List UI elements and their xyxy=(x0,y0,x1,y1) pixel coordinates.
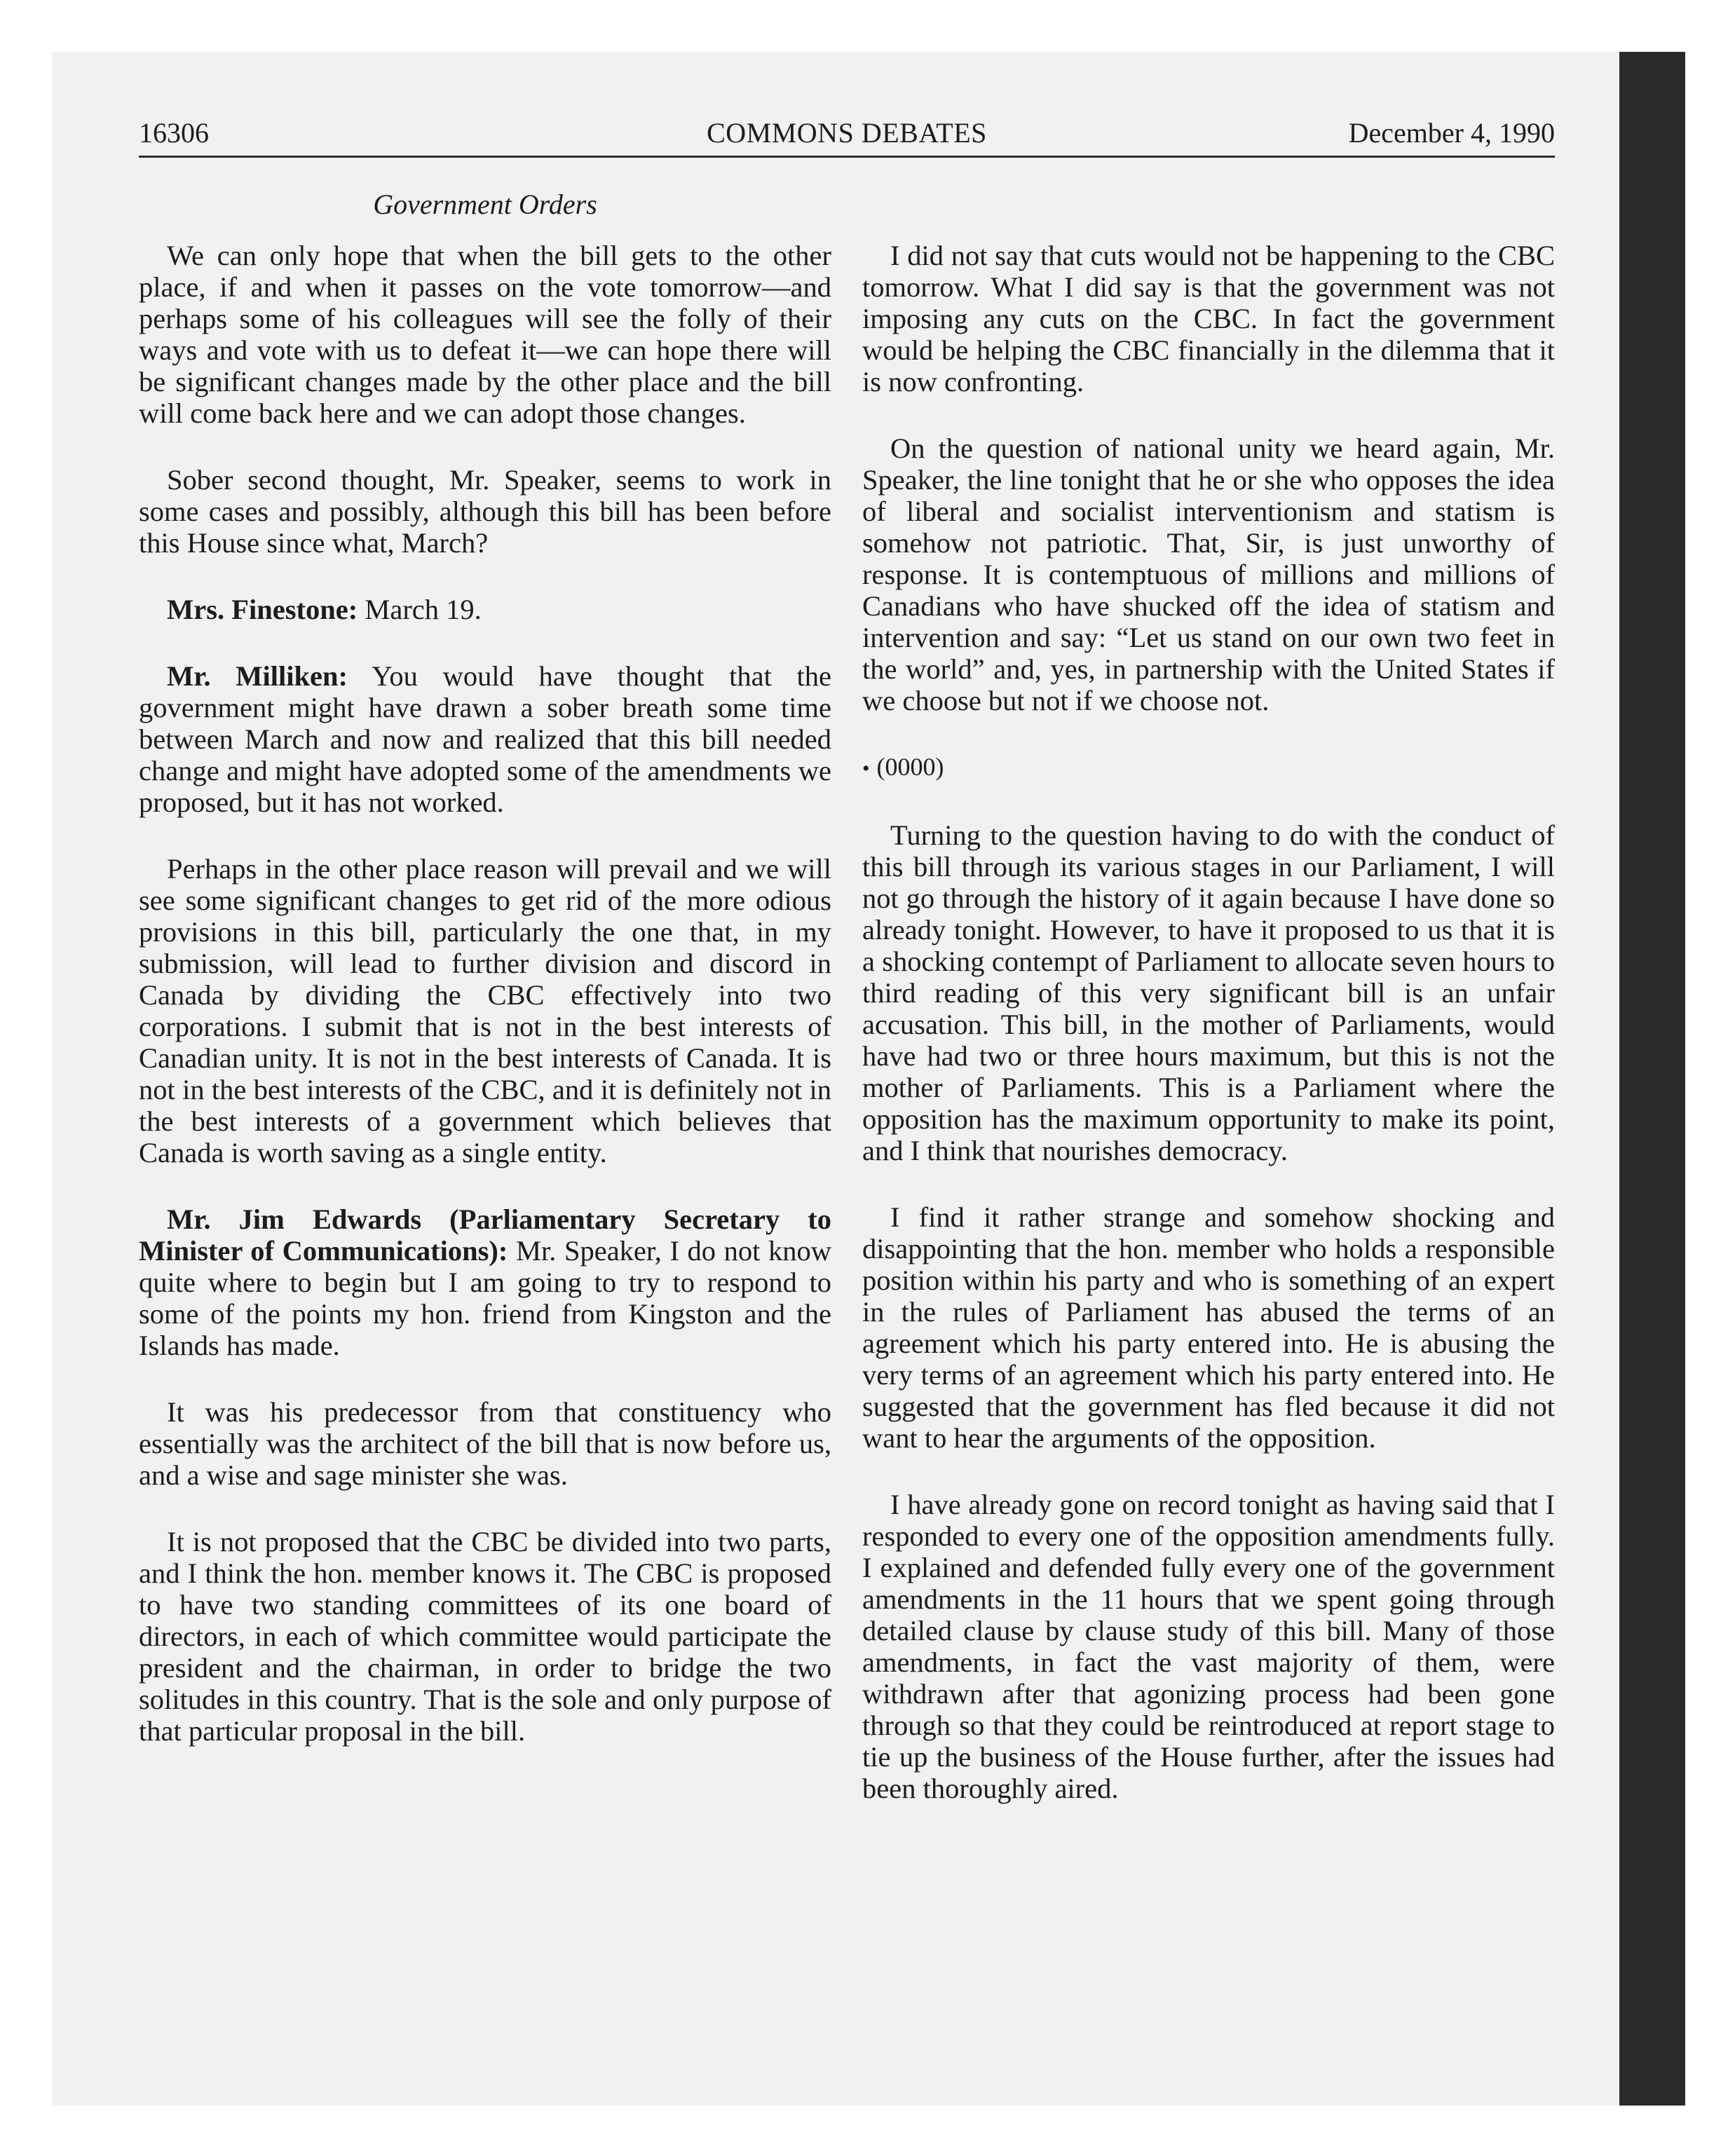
speaker-name: Mrs. Finestone: xyxy=(167,594,358,625)
hansard-page xyxy=(139,112,1555,2061)
page-number: 16306 xyxy=(139,117,209,149)
page-date: December 4, 1990 xyxy=(1348,117,1555,149)
paragraph: We can only hope that when the bill gets to the other place, if and when it passes on the vote tomorrow—and perhaps some of his colleagues will see the folly of their ways and vote with us to defeat it—we can hope there will be significant changes made by the other place and the bill will come back here and we can adopt those changes. xyxy=(139,240,831,429)
time-marker xyxy=(862,751,1555,784)
speech-text: Mr. Speaker, I do not know quite where to begin but I am going to try to respond to some of the points my hon. friend from Kingston and the Islands has made. xyxy=(139,1235,831,1361)
scan-edge-shadow xyxy=(1619,52,1685,2106)
paragraph: On the question of national unity we heard again, Mr. Speaker, the line tonight that he or she who opposes the idea of liberal and socialist interventionism and statism is somehow not patriotic. That, Sir, is just unworthy of response. It is contemptuous of millions and millions of Canadians who have shucked off the idea of statism and intervention and say: “Let us stand on our own two feet in the world” and, yes, in partnership with the United States if we choose but not if we choose not. xyxy=(862,432,1555,716)
right-column xyxy=(862,240,1555,1839)
left-column xyxy=(139,240,831,1782)
paragraph: It was his predecessor from that constituency who essentially was the architect of the bill that is now before us, and a wise and sage minister she was. xyxy=(139,1396,831,1491)
speech-text: You would have thought that the government might have drawn a sober breath some time between March and now and realized that this bill needed change and might have adopted some of the amendments we proposed, but it has not worked. xyxy=(139,660,832,818)
section-title: Government Orders xyxy=(373,189,597,220)
paragraph: I find it rather strange and somehow shocking and disappointing that the hon. member who holds a responsible position within his party and who is something of an expert in the rules of Parliament has abused the terms of an agreement which his party entered into. He is abusing the very terms of an agreement which his party entered into. He suggested that the government has fled because it did not want to hear the arguments of the opposition. xyxy=(862,1201,1555,1454)
paragraph: I have already gone on record tonight as having said that I responded to every one of the opposition amendments fully. I explained and defended fully every one of the government amendments in the 11 hours that we spent going through detailed clause by clause study of this bill. Many of those amendments, in fact the vast majority of them, were withdrawn after that agonizing process had been gone through so that they could be reintroduced at report stage to tie up the business of the House further, after the issues had been thoroughly aired. xyxy=(862,1489,1555,1804)
speech-paragraph xyxy=(139,1203,831,1361)
time-marker-text: (0000) xyxy=(876,753,944,781)
running-head xyxy=(139,112,1555,158)
paragraph: Sober second thought, Mr. Speaker, seems to work in some cases and possibly, although this bill has been before this House since what, March? xyxy=(139,464,831,559)
speech-text: March 19. xyxy=(358,594,482,625)
speaker-name: Mr. Jim Edwards (Parliamentary Secretary to Minister of Communications): xyxy=(139,1203,831,1267)
paragraph: I did not say that cuts would not be happening to the CBC tomorrow. What I did say is that the government was not imposing any cuts on the CBC. In fact the government would be helping the CBC financially in the dilemma that it is now confronting. xyxy=(862,240,1555,397)
speech-paragraph xyxy=(139,660,831,818)
paragraph: Perhaps in the other place reason will prevail and we will see some significant changes to get rid of the more odious provisions in this bill, particularly the one that, in my submission, will lead to further division and discord in Canada by dividing the CBC effectively into two corporations. I submit that is not in the best interests of Canadian unity. It is not in the best interests of Canada. It is not in the best interests of the CBC, and it is definitely not in the best interests of a government which believes that Canada is worth saving as a single entity. xyxy=(139,853,831,1168)
publication-title: COMMONS DEBATES xyxy=(707,117,987,149)
bullet-icon: • xyxy=(862,757,870,780)
paragraph: It is not proposed that the CBC be divided into two parts, and I think the hon. member knows it. The CBC is proposed to have two standing committees of its one board of directors, in each of which committee would participate the president and the chairman, in order to bridge the two solitudes in this country. That is the sole and only purpose of that particular proposal in the bill. xyxy=(139,1526,831,1747)
speech-paragraph xyxy=(139,594,831,625)
paragraph: Turning to the question having to do with the conduct of this bill through its various stages in our Parliament, I will not go through the history of it again because I have done so already tonight. However, to have it proposed to us that it is a shocking contempt of Parliament to allocate seven hours to third reading of this very significant bill is an unfair accusation. This bill, in the mother of Parliaments, would have had two or three hours maximum, but this is not the mother of Parliaments. This is a Parliament where the opposition has the maximum opportunity to make its point, and I think that nourishes democracy. xyxy=(862,819,1555,1166)
speaker-name: Mr. Milliken: xyxy=(167,660,348,692)
